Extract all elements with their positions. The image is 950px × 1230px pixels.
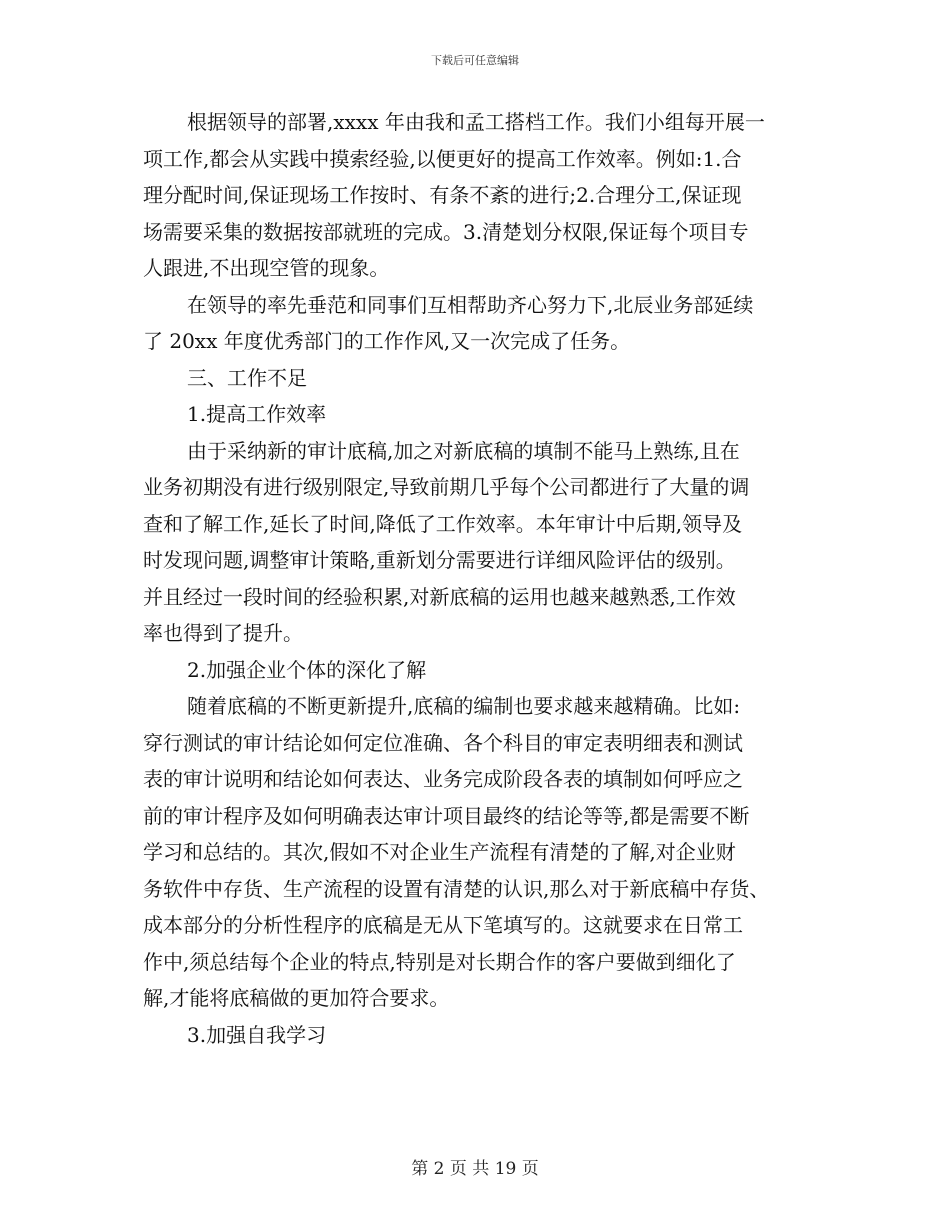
- text-line: 时发现问题,调整审计策略,重新划分需要进行详细风险评估的级别。: [143, 548, 736, 572]
- text-line: 前的审计程序及如何明确表达审计项目最终的结论等等,都是需要不断: [143, 803, 750, 828]
- text-line: 场需要采集的数据按部就班的完成。3.清楚划分权限,保证每个项目专: [143, 219, 749, 244]
- document-body: [143, 104, 813, 1053]
- text-line: 3.加强自我学习: [187, 1022, 327, 1047]
- page-header: 下载后可任意编辑: [431, 54, 519, 67]
- text-line: 解,才能将底稿做的更加符合要求。: [143, 986, 450, 1010]
- text-line: 人跟进,不出现空管的现象。: [143, 256, 390, 280]
- text-line: 学习和总结的。其次,假如不对企业生产流程有清楚的了解,对企业财: [143, 840, 736, 864]
- text-line: 由于采纳新的审计底稿,加之对新底稿的填制不能马上熟练,且在: [187, 438, 740, 463]
- text-line: 作中,须总结每个企业的特点,特别是对长期合作的客户要做到细化了: [143, 949, 736, 974]
- text-line: 务软件中存货、生产流程的设置有清楚的认识,那么对于新底稿中存货、: [143, 876, 770, 901]
- text-line: 业务初期没有进行级别限定,导致前期几乎每个公司都进行了大量的调: [143, 475, 750, 499]
- text-line: 2.加强企业个体的深化了解: [187, 657, 427, 682]
- text-line: 随着底稿的不断更新提升,底稿的编制也要求越来越精确。比如:: [187, 694, 741, 718]
- text-line: 在领导的率先垂范和同事们互相帮助齐心努力下,北辰业务部延续: [187, 292, 754, 317]
- text-line: 穿行测试的审计结论如何定位准确、各个科目的审定表明细表和测试: [143, 730, 743, 755]
- text-line: 根据领导的部署,xxxx 年由我和孟工搭档工作。我们小组每开展一: [187, 110, 765, 134]
- text-line: 1.提高工作效率: [187, 402, 327, 426]
- text-line: 项工作,都会从实践中摸索经验,以便更好的提高工作效率。例如:1.合: [143, 146, 742, 171]
- text-line: 了 20xx 年度优秀部门的工作作风,又一次完成了任务。: [143, 329, 631, 353]
- text-line: 三、工作不足: [187, 365, 307, 390]
- text-line: 理分配时间,保证现场工作按时、有条不紊的进行;2.合理分工,保证现: [143, 183, 742, 207]
- text-line: 并且经过一段时间的经验积累,对新底稿的运用也越来越熟悉,工作效: [143, 584, 736, 609]
- text-line: 表的审计说明和结论如何表达、业务完成阶段各表的填制如何呼应之: [143, 767, 743, 791]
- text-line: 成本部分的分析性程序的底稿是无从下笔填写的。这就要求在日常工: [143, 913, 743, 937]
- text-line: 查和了解工作,延长了时间,降低了工作效率。本年审计中后期,领导及: [143, 511, 743, 536]
- text-line: 率也得到了提升。: [143, 621, 303, 645]
- page-footer: 第 2 页 共 19 页: [411, 1159, 539, 1179]
